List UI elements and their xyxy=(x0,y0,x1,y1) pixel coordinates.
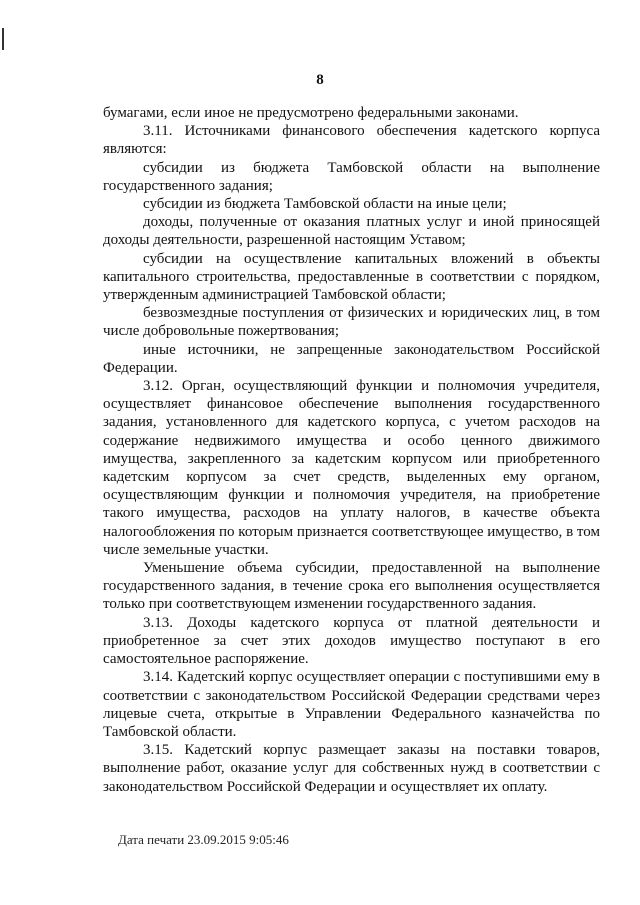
print-date-footer: Дата печати 23.09.2015 9:05:46 xyxy=(118,832,289,847)
document-body xyxy=(103,104,600,796)
paragraph: 3.15. Кадетский корпус размещает заказы на поставки товаров, выполнение работ, оказание услуг для собственных нужд в соответствии с законодательством Российской Федерации и осуществляет их оплату. xyxy=(103,742,600,795)
scan-edge-mark xyxy=(2,28,4,50)
paragraph: безвозмездные поступления от физических и юридических лиц, в том числе добровольные пожертвования; xyxy=(103,305,600,340)
paragraph: 3.13. Доходы кадетского корпуса от платной деятельности и приобретенное за счет этих доходов имущество поступают в его самостоятельное распоряжение. xyxy=(103,614,600,668)
paragraph: иные источники, не запрещенные законодательством Российской Федерации. xyxy=(103,341,600,376)
paragraph: Уменьшение объема субсидии, предоставленной на выполнение государственного задания, в течение срока его выполнения осуществляется только при соответствующем изменении государственного задания. xyxy=(103,560,600,613)
page-number: 8 xyxy=(316,72,324,88)
paragraph: 3.14. Кадетский корпус осуществляет операции с поступившими ему в соответствии с законодательством Российской Федерации средствами через лицевые счета, открытые в Управлении Федерального казначейства по Тамбовской области. xyxy=(103,669,600,740)
paragraph: доходы, полученные от оказания платных услуг и иной приносящей доходы деятельности, разрешенной настоящим Уставом; xyxy=(103,214,600,249)
paragraph: бумагами, если иное не предусмотрено федеральными законами. xyxy=(103,105,519,121)
paragraph: субсидии на осуществление капитальных вложений в объекты капитального строительства, предоставленные в соответствии с порядком, утвержденным администрацией Тамбовской области; xyxy=(103,250,600,304)
paragraph: 3.12. Орган, осуществляющий функции и полномочия учредителя, осуществляет финансовое обеспечение выполнения государственного задания, установленного для кадетского корпуса, с учетом расходов на содержание недвижимого имущества и особо ценного движимого имущества, закрепленного за кадетским корпусом или приобретенного кадетским корпусом за счет средств, выделенных ему органом, осуществляющим функции и полномочия учредителя, на приобретение такого имущества, расходов на уплату налогов, в качестве объекта налогообложения по которым признается соответствующее имущество, в том числе земельные участки. xyxy=(103,378,600,558)
paragraph: субсидии из бюджета Тамбовской области на выполнение государственного задания; xyxy=(103,159,600,194)
paragraph: 3.11. Источниками финансового обеспечения кадетского корпуса являются: xyxy=(103,123,600,158)
paragraph: субсидии из бюджета Тамбовской области на иные цели; xyxy=(143,196,507,213)
